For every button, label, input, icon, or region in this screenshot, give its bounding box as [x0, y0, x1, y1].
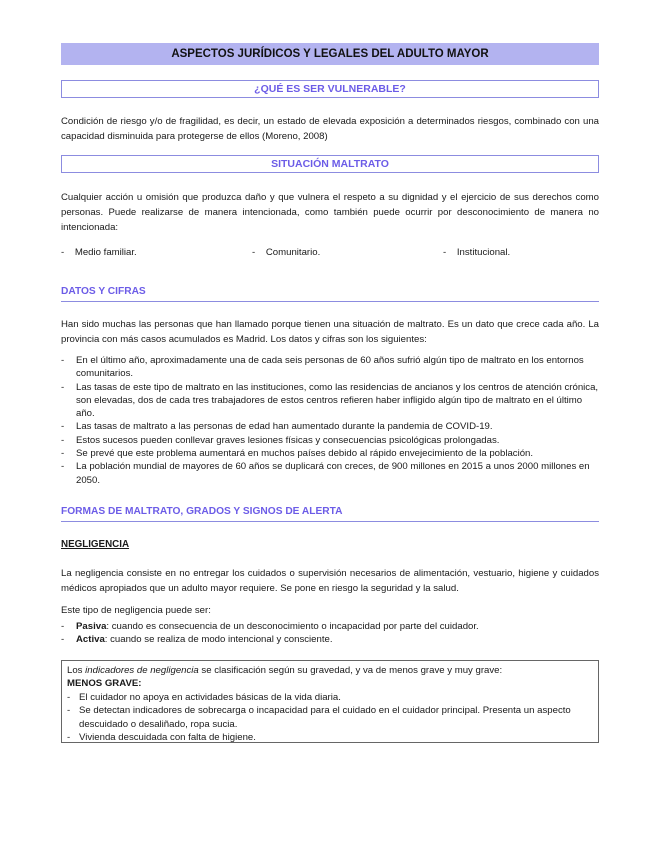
maltrato-option-familiar: - Medio familiar. — [61, 247, 137, 258]
datos-intro: Han sido muchas las personas que han llamado porque tienen una situación de maltrato. Es un dato que crece cada año. La provincia con más casos acumulados es Madrid. Los datos y cifras son los siguientes: — [61, 319, 599, 345]
type-activa: - Activa: cuando se realiza de modo intencional y consciente. — [61, 633, 599, 646]
negligencia-types-intro: Este tipo de negligencia puede ser: — [61, 605, 211, 616]
datos-item: - Las tasas de este tipo de maltrato en las instituciones, como las residencias de ancianos y los centros de atención crónica, son elevadas, dos de cada tres trabajadores de estos centros refieren haber infligido algún tipo de maltrato en el último año. — [61, 381, 599, 421]
datos-item: - La población mundial de mayores de 60 años se duplicará con creces, de 900 millones en 2015 a unos 2000 millones en 2050. — [61, 460, 599, 487]
maltrato-definition: Cualquier acción u omisión que produzca daño y que vulnera el respeto a su dignidad y el ejercicio de sus derechos como personas. Puede realizarse de manera intencionada, como también puede ocurrir por desconocimiento de manera no intencionada: — [61, 192, 599, 233]
datos-list — [61, 354, 599, 487]
indicator-item: - El cuidador no apoya en actividades básicas de la vida diaria. — [67, 691, 593, 704]
negligencia-definition: La negligencia consiste en no entregar los cuidados o supervisión necesarios de alimentación, vestuario, higiene y cuidados médicos apropiados que un adulto mayor requiere. Se pone en riesgo la seguridad y la salud. — [61, 568, 599, 594]
vulnerable-definition: Condición de riesgo y/o de fragilidad, es decir, un estado de elevada exposición a determinados riesgos, combinado con una capacidad disminuida para protegerse de ellos (Moreno, 2008) — [61, 116, 599, 142]
vulnerable-heading: ¿QUÉ ES SER VULNERABLE? — [61, 80, 599, 98]
datos-heading: DATOS Y CIFRAS — [61, 286, 599, 302]
indicators-level: MENOS GRAVE: — [67, 678, 142, 690]
indicator-item: - Vivienda descuidada con falta de higiene. — [67, 731, 593, 744]
negligencia-subheading: NEGLIGENCIA — [61, 539, 130, 550]
maltrato-option-comunitario: - Comunitario. — [252, 247, 321, 258]
indicator-item: - Se detectan indicadores de sobrecarga o incapacidad para el cuidado en el cuidador principal. Presenta un aspecto descuidado o desaliñado, ropa sucia. — [67, 704, 593, 731]
datos-item: - Las tasas de maltrato a las personas de edad han aumentado durante la pandemia de COVID-19. — [61, 420, 599, 433]
type-pasiva: - Pasiva: cuando es consecuencia de un desconocimiento o incapacidad por parte del cuidador. — [61, 620, 599, 633]
datos-item: - Se prevé que este problema aumentará en muchos países debido al rápido envejecimiento de la población. — [61, 447, 599, 460]
maltrato-heading: SITUACIÓN MALTRATO — [61, 155, 599, 173]
datos-item: - Estos sucesos pueden conllevar graves lesiones físicas y consecuencias psicológicas prolongadas. — [61, 434, 599, 447]
indicators-box — [61, 660, 599, 743]
datos-item: - En el último año, aproximadamente una de cada seis personas de 60 años sufrió algún tipo de maltrato en los entornos comunitarios. — [61, 354, 599, 381]
maltrato-option-institucional: - Institucional. — [443, 247, 511, 258]
indicators-list — [67, 691, 593, 745]
negligencia-types — [61, 620, 599, 647]
indicators-intro: Los indicadores de negligencia se clasificación según su gravedad, y va de menos grave y muy grave: — [67, 665, 503, 676]
formas-heading: FORMAS DE MALTRATO, GRADOS Y SIGNOS DE ALERTA — [61, 506, 599, 522]
document-title: ASPECTOS JURÍDICOS Y LEGALES DEL ADULTO MAYOR — [61, 43, 599, 65]
